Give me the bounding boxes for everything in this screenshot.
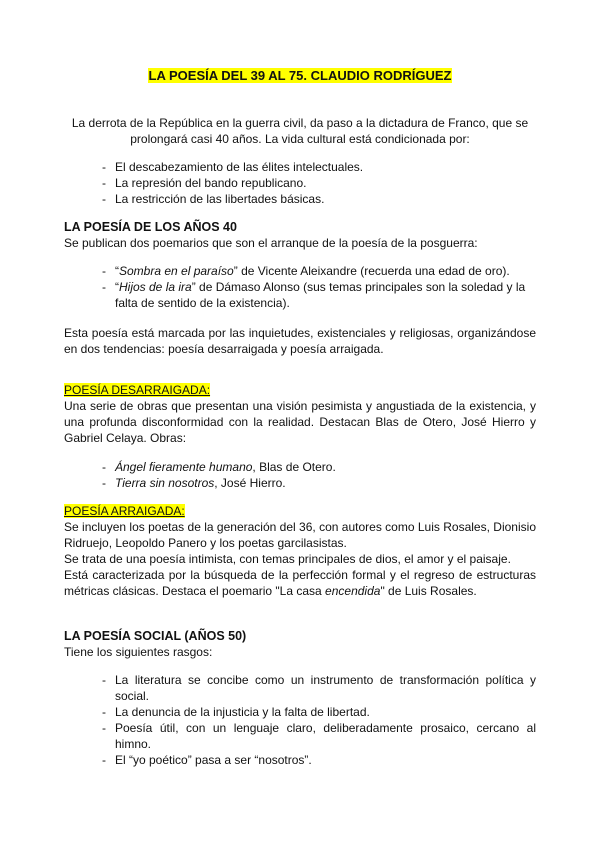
section-heading: POESÍA DESARRAIGADA: bbox=[64, 383, 211, 397]
list-item: - Tierra sin nosotros, José Hierro. bbox=[102, 475, 536, 491]
section-text: Tiene los siguientes rasgos: bbox=[64, 645, 213, 659]
rasgos-list bbox=[102, 672, 536, 768]
document-title bbox=[0, 68, 600, 83]
section-text: Está caracterizada por la búsqueda de la perfección formal y el regreso de estructuras métricas clásicas. Destaca el poemario "La casa encendida" de Luis Rosales. bbox=[64, 568, 536, 598]
work-title: Ángel fieramente humano bbox=[115, 460, 253, 474]
list-item: - La denuncia de la injusticia y la falta de libertad. bbox=[102, 704, 536, 720]
document-title-text: LA POESÍA DEL 39 AL 75. CLAUDIO RODRÍGUEZ bbox=[148, 68, 452, 83]
list-item: - El descabezamiento de las élites intelectuales. bbox=[102, 159, 542, 175]
section-social bbox=[64, 628, 536, 660]
section-40-paragraph: Esta poesía está marcada por las inquietudes, existenciales y religiosas, organizándose en dos tendencias: poesía desarraigada y poesía arraigada. bbox=[64, 326, 536, 356]
list-item: - “Sombra en el paraíso” de Vicente Aleixandre (recuerda una edad de oro). bbox=[102, 263, 536, 279]
section-heading: LA POESÍA SOCIAL (AÑOS 50) bbox=[64, 629, 247, 643]
list-item: - “Hijos de la ira” de Dámaso Alonso (sus temas principales son la soledad y la falta de sentido de la existencia). bbox=[102, 279, 536, 311]
section-text: Se incluyen los poetas de la generación del 36, con autores como Luis Rosales, Dionisio Ridruejo, Leopoldo Panero y los poetas garcilasistas. bbox=[64, 520, 536, 550]
section-heading: LA POESÍA DE LOS AÑOS 40 bbox=[64, 220, 237, 234]
work-title: Sombra en el paraíso bbox=[119, 264, 234, 278]
intro-list bbox=[102, 159, 542, 207]
section-desarraigada bbox=[64, 382, 536, 446]
list-item: - El “yo poético” pasa a ser “nosotros”. bbox=[102, 752, 536, 768]
section-40 bbox=[64, 219, 536, 251]
poemarios-list bbox=[102, 263, 536, 311]
section-arraigada bbox=[64, 503, 536, 599]
intro-paragraph: La derrota de la República en la guerra civil, da paso a la dictadura de Franco, que se prolongará casi 40 años. La vida cultural está condicionada por: bbox=[71, 116, 529, 146]
list-item: - La represión del bando republicano. bbox=[102, 175, 542, 191]
list-item: - La literatura se concibe como un instrumento de transformación política y social. bbox=[102, 672, 536, 704]
list-item: - Ángel fieramente humano, Blas de Otero. bbox=[102, 459, 536, 475]
work-title: Hijos de la ira bbox=[119, 280, 192, 294]
list-item: - Poesía útil, con un lenguaje claro, deliberadamente prosaico, cercano al himno. bbox=[102, 720, 536, 752]
section-heading: POESÍA ARRAIGADA: bbox=[64, 504, 185, 518]
section-text: Una serie de obras que presentan una visión pesimista y angustiada de la existencia, y una profunda disconformidad con la realidad. Destacan Blas de Otero, José Hierro y Gabriel Celaya. Obras: bbox=[64, 399, 536, 445]
section-text: Se publican dos poemarios que son el arranque de la poesía de la posguerra: bbox=[64, 236, 478, 250]
list-item: - La restricción de las libertades básicas. bbox=[102, 191, 542, 207]
section-text: Se trata de una poesía intimista, con temas principales de dios, el amor y el paisaje. bbox=[64, 552, 511, 566]
obras-list bbox=[102, 459, 536, 491]
work-title: Tierra sin nosotros bbox=[115, 476, 215, 490]
